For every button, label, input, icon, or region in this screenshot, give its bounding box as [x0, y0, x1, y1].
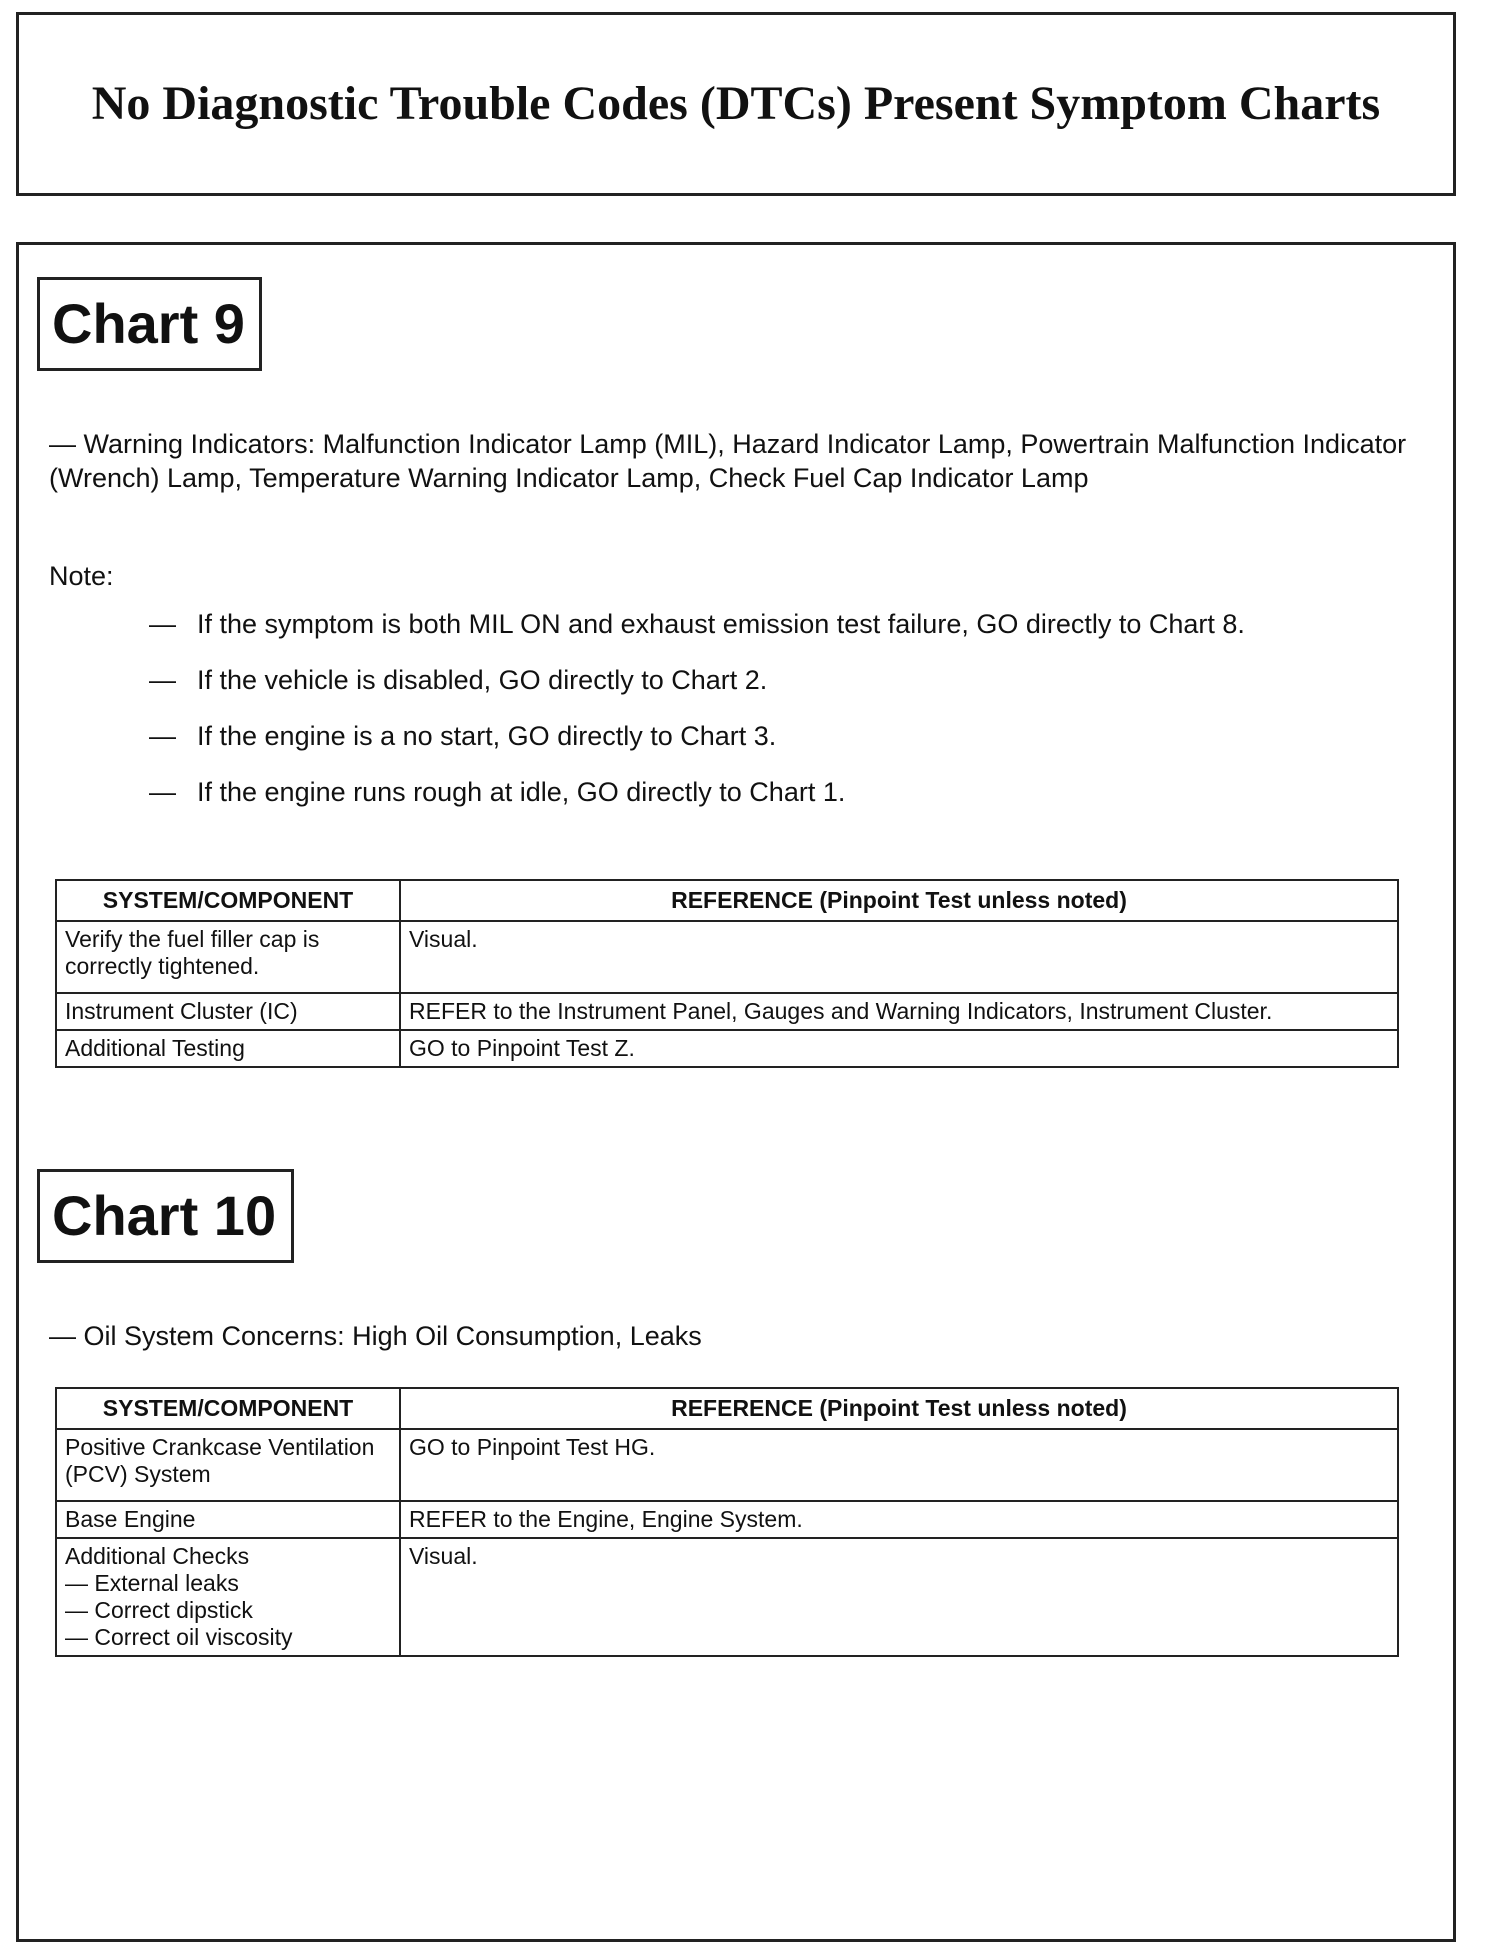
system-cell: Verify the fuel filler cap is correctly tightened. [56, 921, 400, 993]
column-header-system: SYSTEM/COMPONENT [56, 1388, 400, 1429]
note-dash: — [149, 665, 176, 695]
chart10-symptoms: — Oil System Concerns: High Oil Consumption, Leaks [49, 1321, 702, 1351]
system-cell: Positive Crankcase Ventilation (PCV) System [56, 1429, 400, 1501]
check-item: — Correct dipstick [65, 1597, 253, 1623]
table-row [56, 1538, 1398, 1656]
note-text: If the symptom is both MIL ON and exhaust emission test failure, GO directly to Chart 8. [197, 609, 1245, 639]
table-row [56, 1501, 1398, 1538]
note-item [149, 719, 1439, 753]
table-header-row [56, 880, 1398, 921]
note-item [149, 663, 1439, 697]
reference-cell: Visual. [400, 1538, 1398, 1656]
note-item [149, 775, 1439, 809]
main-content [16, 242, 1456, 1942]
check-item: — External leaks [65, 1570, 239, 1596]
chart10-reference-table [55, 1387, 1399, 1657]
note-label: Note: [49, 561, 114, 591]
title-box [16, 12, 1456, 196]
reference-cell: Visual. [400, 921, 1398, 993]
chart9-heading: Chart 9 [37, 277, 262, 371]
chart9-symptoms: — Warning Indicators: Malfunction Indicator Lamp (MIL), Hazard Indicator Lamp, Powertrain Malfunction Indicator (Wrench) Lamp, Temperature Warning Indicator Lamp, Check Fuel Cap Indicator Lamp [49, 429, 1407, 493]
note-list [149, 607, 1439, 831]
note-text: If the engine is a no start, GO directly to Chart 3. [197, 721, 777, 751]
system-cell: Additional Testing [56, 1030, 400, 1067]
table-row [56, 993, 1398, 1030]
page-title: No Diagnostic Trouble Codes (DTCs) Present Symptom Charts [91, 77, 1381, 130]
chart10-heading: Chart 10 [37, 1169, 294, 1263]
reference-cell: GO to Pinpoint Test Z. [400, 1030, 1398, 1067]
note-dash: — [149, 721, 176, 751]
note-text: If the engine runs rough at idle, GO directly to Chart 1. [197, 777, 846, 807]
table-row [56, 921, 1398, 993]
system-cell [56, 1538, 400, 1656]
column-header-reference: REFERENCE (Pinpoint Test unless noted) [400, 1388, 1398, 1429]
note-item [149, 607, 1439, 641]
table-row [56, 1429, 1398, 1501]
table-header-row [56, 1388, 1398, 1429]
system-cell: Base Engine [56, 1501, 400, 1538]
chart9-reference-table [55, 879, 1399, 1068]
reference-cell: REFER to the Instrument Panel, Gauges and Warning Indicators, Instrument Cluster. [400, 993, 1398, 1030]
note-dash: — [149, 609, 176, 639]
reference-cell: GO to Pinpoint Test HG. [400, 1429, 1398, 1501]
note-text: If the vehicle is disabled, GO directly to Chart 2. [197, 665, 768, 695]
additional-checks-label: Additional Checks [65, 1543, 250, 1569]
table-row [56, 1030, 1398, 1067]
check-item: — Correct oil viscosity [65, 1624, 293, 1650]
reference-cell: REFER to the Engine, Engine System. [400, 1501, 1398, 1538]
column-header-system: SYSTEM/COMPONENT [56, 880, 400, 921]
column-header-reference: REFERENCE (Pinpoint Test unless noted) [400, 880, 1398, 921]
system-cell: Instrument Cluster (IC) [56, 993, 400, 1030]
note-dash: — [149, 777, 176, 807]
